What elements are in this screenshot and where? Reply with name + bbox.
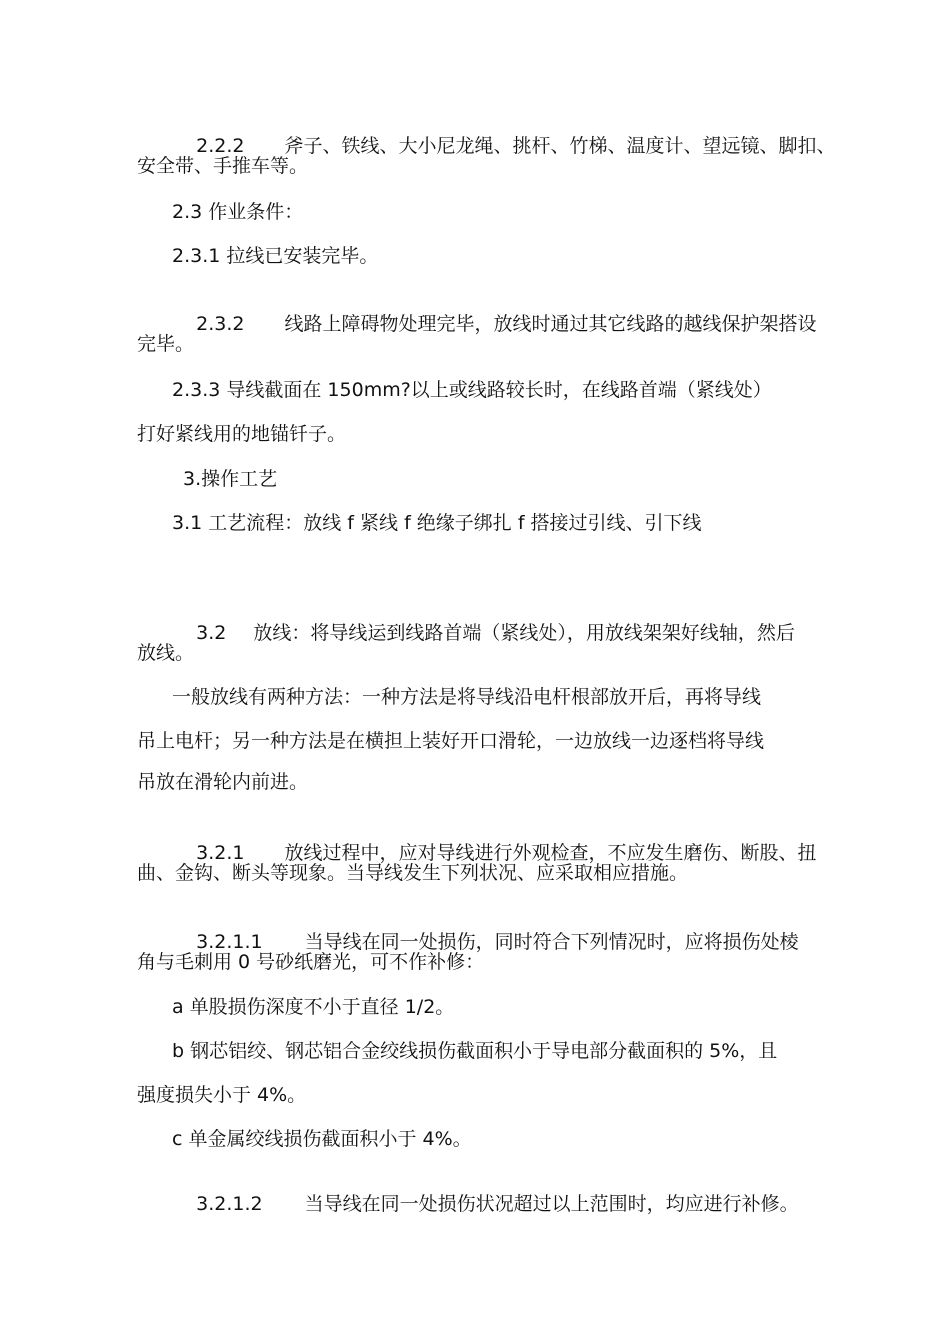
- section-number: 3.2.1.2: [196, 1193, 263, 1215]
- paragraph-line: 一般放线有两种方法：一种方法是将导线沿电杆根部放开后，再将导线: [172, 686, 762, 708]
- line-3-2: [172, 597, 795, 669]
- paragraph-line: 打好紧线用的地锚钎子。: [137, 423, 347, 445]
- paragraph-line: 强度损失小于 4%。: [137, 1084, 307, 1106]
- line-2-3-2: [172, 288, 817, 360]
- paragraph-text: 放线：将导线运到线路首端（紧线处），用放线架架好线轴，然后: [253, 622, 795, 644]
- paragraph-text: 当导线在同一处损伤，同时符合下列情况时，应将损伤处棱: [304, 931, 799, 953]
- paragraph-line: 吊放在滑轮内前进。: [137, 771, 309, 793]
- paragraph-line: a 单股损伤深度不小于直径 1/2。: [172, 996, 455, 1018]
- paragraph-line: 放线。: [137, 642, 195, 664]
- section-number: 3.2.1: [196, 842, 245, 864]
- paragraph-line: 吊上电杆；另一种方法是在横担上装好开口滑轮，一边放线一边逐档将导线: [137, 730, 765, 752]
- paragraph-text: 放线过程中，应对导线进行外观检查，不应发生磨伤、断股、扭: [284, 842, 817, 864]
- section-heading: 3.操作工艺: [183, 468, 278, 490]
- line-3-2-1-2: [172, 1168, 799, 1240]
- paragraph-text: 线路上障碍物处理完毕，放线时通过其它线路的越线保护架搭设: [284, 313, 817, 335]
- section-number: 3.2: [196, 622, 227, 644]
- section-number: 2.2.2: [196, 135, 245, 157]
- paragraph-line: 2.3.3 导线截面在 150mm?以上或线路较长时，在线路首端（紧线处）: [172, 379, 772, 401]
- paragraph-line: 角与毛刺用 0 号砂纸磨光，可不作补修：: [137, 951, 485, 973]
- paragraph-line: 完毕。: [137, 333, 195, 355]
- paragraph-line: 3.1 工艺流程：放线 f 紧线 f 绝缘子绑扎 f 搭接过引线、引下线: [172, 512, 702, 534]
- section-number: 3.2.1.1: [196, 931, 263, 953]
- paragraph-line: 2.3.1 拉线已安装完毕。: [172, 245, 379, 267]
- section-heading: 2.3 作业条件：: [172, 201, 304, 223]
- paragraph-line: 曲、金钩、断头等现象。当导线发生下列状况、应采取相应措施。: [137, 862, 689, 884]
- paragraph-line: c 单金属绞线损伤截面积小于 4%。: [172, 1128, 472, 1150]
- section-number: 2.3.2: [196, 313, 245, 335]
- paragraph-line: 安全带、手推车等。: [137, 155, 309, 177]
- paragraph-text: 斧子、铁线、大小尼龙绳、挑杆、竹梯、温度计、望远镜、脚扣、: [284, 135, 836, 157]
- paragraph-line: b 钢芯铝绞、钢芯铝合金绞线损伤截面积小于导电部分截面积的 5%，且: [172, 1040, 778, 1062]
- paragraph-text: 当导线在同一处损伤状况超过以上范围时，均应进行补修。: [304, 1193, 799, 1215]
